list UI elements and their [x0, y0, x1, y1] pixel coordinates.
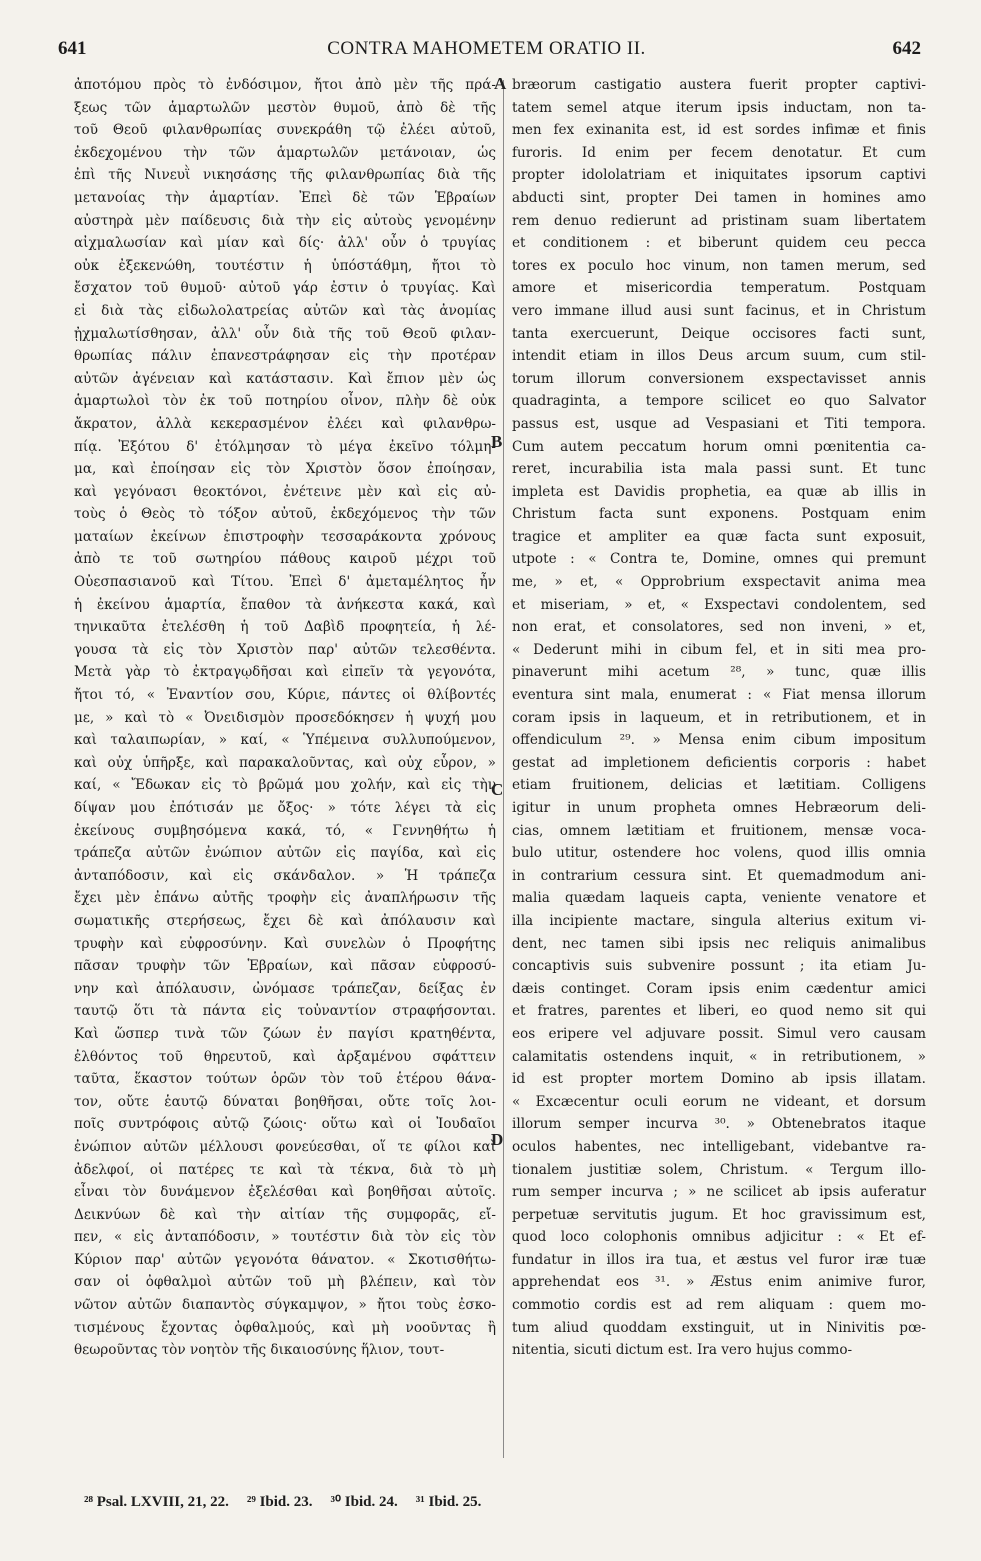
section-marker-d: D [491, 1130, 504, 1149]
latin-text-line: offendiculum ²⁹. » Mensa enim cibum impositum [512, 732, 926, 749]
greek-text-line: πίᾳ. Ἐξότου δ' ἐτόλμησαν τὸ μέγα ἐκεῖνο τόλμη- [74, 438, 496, 455]
latin-text-line: commotio cordis est ad rem aliquam : quem mo- [512, 1297, 926, 1314]
latin-text-line: bulo utitur, ostendere hoc volens, quod illis omnia [512, 845, 926, 862]
section-marker-b: B [491, 432, 503, 451]
greek-text-line: πεν, « εἰς ἀνταπόδοσιν, » τουτέστιν διὰ τὸν εἰς τὸν [74, 1229, 496, 1246]
greek-text-line: τράπεζα αὐτῶν ἐνώπιον αὐτῶν εἰς παγίδα, καὶ εἰς [74, 845, 496, 862]
greek-text-line: ποῖς συντρόφοις αὐτῷ ζώοις· οὕτω καὶ οἱ Ἰουδαῖοι [74, 1116, 496, 1133]
left-page-number: 641 [58, 38, 87, 59]
section-marker-c: C [491, 780, 504, 799]
latin-text-line: reret, incurabilia ista mala passi sunt. Et tunc [512, 461, 926, 478]
greek-text-line: εἶναι τὸν δυνάμενον ἐξελέσθαι καὶ βοηθῆσαι αὐτοῖς. [74, 1184, 496, 1201]
greek-text-line: ξεως τῶν ἁμαρτωλῶν μεστὸν θυμοῦ, ἀπὸ δὲ τῆς [74, 99, 496, 116]
greek-text-line: ἀδελφοί, οἱ πατέρες τε καὶ τὰ τέκνα, διὰ τὸ μὴ [74, 1161, 496, 1178]
greek-text-line: τον, οὔτε ἑαυτῷ δύναται βοηθῆσαι, οὔτε τοῖς λοι- [74, 1093, 496, 1110]
greek-text-line: σωματικῆς στερήσεως, ἔχει δὲ καὶ ἀπόλαυσιν καὶ [74, 912, 496, 929]
greek-text-line: νην καὶ ἀπόλαυσιν, ὠνόμασε τράπεζαν, δείξας ἐν [74, 980, 496, 997]
latin-text-line: torum illorum conversionem exspectavisset annis [512, 370, 926, 387]
greek-text-line: Καὶ ὥσπερ τινὰ τῶν ζώων ἐν παγίσι κρατηθέντα, [74, 1025, 496, 1042]
latin-text-line: Christum facta sunt exponens. Postquam enim [512, 506, 926, 523]
greek-text-line: ἐλθόντος τοῦ θηρευτοῦ, καὶ ἀρξαμένου σφάττειν [74, 1048, 496, 1065]
latin-text-line: quod loco colophonis omnibus adjicitur : « Et ef- [512, 1229, 926, 1246]
latin-text-line: nitentia, sicuti dictum est. Ira vero hujus commo- [512, 1342, 853, 1359]
latin-text-line: illorum semper incurva ³⁰. » Obtenebratos itaque [512, 1116, 926, 1133]
greek-text-line: τοῦ Θεοῦ φιλανθρωπίας συνεκράθη τῷ ἐλέει αὐτοῦ, [74, 122, 496, 139]
latin-text-line: id est propter mortem Domino ab ipsis illatam. [512, 1071, 926, 1088]
latin-text-line: intendit etiam in illos Deus arcum suum, cum stil- [512, 348, 926, 365]
latin-text-line: tionalem justitiæ solem, Christum. « Tergum illo- [512, 1161, 926, 1178]
latin-text-line: impleta est Davidis prophetia, ea quæ ab illis in [512, 483, 926, 500]
latin-text-line: tores ex poculo hoc vinum, non tamen merum, sed [512, 257, 926, 274]
greek-text-line: αὐστηρὰ μὲν παίδευσις διὰ τὴν εἰς αὐτοὺς γενομένην [74, 212, 496, 229]
greek-text-line: πᾶσαν τρυφὴν τῶν Ἑβραίων, καὶ πᾶσαν εὐφροσύ- [74, 958, 496, 975]
greek-text-line: ἤτοι τό, « Ἐναντίον σου, Κύριε, πάντες οἱ θλίβοντές [74, 687, 496, 704]
latin-text-line: et conditionem : et biberunt quidem ceu pecca [512, 235, 926, 252]
greek-text-line: τισμένους ἔχοντας ὀφθαλμούς, καὶ μὴ νοοῦντας ἢ [74, 1319, 496, 1336]
latin-text-line: calamitatis ostendens inquit, « in retributionem, » [512, 1048, 926, 1065]
greek-text-line: ματαίων ἐκείνων ἐπιστροφὴν τεσσαράκοντα χρόνους [74, 528, 496, 545]
page-header [52, 34, 921, 64]
greek-text-line: ἐνώπιον αὐτῶν μέλλουσι φονεύεσθαι, οἵ τε φίλοι καὶ [74, 1138, 496, 1155]
latin-text-line: tatem semel atque iterum ipsis inductam, non ta- [512, 99, 926, 116]
latin-text-line: perpetuæ servitutis jugum. Et hoc gravissimum est, [512, 1206, 926, 1223]
latin-text-line: quadraginta, a tempore scilicet eo quo Salvator [512, 393, 926, 410]
greek-text-line: ἀνταπόδοσιν, καὶ εἰς σκάνδαλον. » Ἡ τράπεζα [74, 867, 496, 884]
latin-text-line: rum semper incurva ; » ne scilicet ab ipsis auferatur [512, 1184, 926, 1201]
latin-text-line: passus est, usque ad Vespasiani et Titi tempora. [512, 415, 926, 432]
latin-text-line: furoris. Id enim per fecem denotatur. Et cum [512, 144, 926, 161]
latin-text-line: tum aliud quoddam exstinguit, ut in Ninivitis pœ- [512, 1319, 926, 1336]
greek-text-line: Οὐεσπασιανοῦ καὶ Τίτου. Ἐπεὶ δ' ἀμεταμέλητος ἦν [74, 574, 496, 591]
latin-text-line: rem denuo redierunt ad pristinam suam libertatem [512, 212, 926, 229]
latin-text-line: illa incipiente mactare, singula alterius exitum vi- [512, 912, 926, 929]
latin-text-line: apprehendat eos ³¹. » Æstus enim animive furor, [512, 1274, 926, 1291]
footnote: ³¹ Ibid. 25. [415, 1494, 482, 1510]
greek-text-line: ἡ ἐκείνου ἁμαρτία, ἔπαθον τὰ ἀνήκεστα κακά, καὶ [74, 596, 496, 613]
latin-text-line: coram ipsis in laqueum, et in retributionem, et in [512, 709, 926, 726]
latin-text-line: propter idololatriam et iniquitates ipsorum captivi [512, 167, 926, 184]
latin-text-line: oculos habentes, nec intelligebant, videbantve ra- [512, 1138, 926, 1155]
greek-text-line: καὶ γεγόνασι θεοκτόνοι, ἐνέτεινε μὲν καὶ εἰς αὐ- [74, 483, 496, 500]
latin-text-line: men fex exinanita est, id est sordes infimæ et finis [512, 122, 926, 139]
latin-text-line: Cum autem peccatum horum omni pœnitentia ca- [512, 438, 926, 455]
greek-text-line: Δεικνύων δὲ καὶ τὴν αἰτίαν τῆς συμφορᾶς, εἴ- [74, 1206, 496, 1223]
greek-text-line: ταυτῷ ὅτι τὰ πάντα εἰς τοὐναντίον στραφήσονται. [74, 1003, 496, 1020]
greek-text-line: ἔχει μὲν ἐπάνω αὐτῆς τροφὴν εἰς ἀναπλήρωσιν τῆς [74, 890, 496, 907]
latin-text-line: utpote : « Contra te, Domine, omnes qui premunt [512, 551, 926, 568]
greek-text-line: τοὺς ὁ Θεὸς τὸ τόξον αὐτοῦ, ἐκδεχόμενος τὴν τῶν [74, 506, 496, 523]
greek-text-line: μετανοίας τὴν ἁμαρτίαν. Ἐπεὶ δὲ τῶν Ἑβραίων [74, 189, 496, 206]
greek-text-line: τρυφὴν καὶ εὐφροσύνην. Καὶ συνελὼν ὁ Προφήτης [74, 935, 496, 952]
greek-text-line: ταῦτα, ἕκαστον τούτων ὁρῶν τὸν τοῦ ἑτέρου θάνα- [74, 1071, 496, 1088]
latin-text-line: concaptivis suis subvenire possunt ; ita etiam Ju- [512, 958, 926, 975]
latin-text-line: gestat ad impletionem deficientis corporis : habet [512, 754, 926, 771]
right-page-number: 642 [892, 38, 921, 59]
greek-text-line: ἄκρατον, ἀλλὰ κεκερασμένον ἐλέει καὶ φιλανθρω- [74, 415, 496, 432]
greek-text-line: θρωπίας πάλιν ἐπανεστράφησαν εἰς τὴν προτέραν [74, 348, 496, 365]
latin-text-line: vero immane illud ausi sunt facinus, et in Christum [512, 302, 926, 319]
greek-text-line: μα, καὶ ἐποίησαν εἰς τὸν Χριστὸν ὅσον ἐποίησαν, [74, 461, 496, 478]
latin-text-line: eos eripere vel adjuvare possit. Simul vero causam [512, 1025, 926, 1042]
greek-text-line: οὐκ ἐξεκενώθη, τουτέστιν ἡ ὑπόστάθμη, ἤτοι τὸ [74, 257, 496, 274]
latin-text-line: « Dederunt mihi in cibum fel, et in siti mea pro- [512, 641, 926, 658]
greek-text-line: ἔσχατον τοῦ θυμοῦ· αὐτοῦ γάρ ἐστιν ὁ τρυγίας. Καὶ [74, 280, 496, 297]
greek-text-column [74, 74, 496, 1474]
footnote: ³⁰ Ibid. 24. [330, 1494, 398, 1510]
latin-text-line: dent, nec tamen sibi ipsis nec reliquis animalibus [512, 935, 926, 952]
greek-text-line: Κύριον παρ' αὐτῶν γεγονότα θάνατον. « Σκοτισθήτω- [74, 1251, 496, 1268]
greek-text-line: εἰ διὰ τὰς εἰδωλολατρείας αὐτῶν καὶ τὰς ἀνομίας [74, 302, 496, 319]
latin-text-line: « Excæcentur oculi eorum ne videant, et dorsum [512, 1093, 926, 1110]
greek-text-line: γουσα τὰ εἰς τὸν Χριστὸν παρ' αὐτῶν τελεσθέντα. [74, 641, 496, 658]
greek-text-line: θεωροῦντας τὸν νοητὸν τῆς δικαιοσύνης ἥλιον, τουτ- [74, 1342, 445, 1359]
footnotes [84, 1492, 904, 1511]
footnote: ²⁸ Psal. LXVIII, 21, 22. [84, 1494, 229, 1510]
greek-text-line: ἐπὶ τῆς Νινευῒ νικησάσης τῆς φιλανθρωπίας διὰ τῆς [74, 167, 496, 184]
latin-text-line: igitur in unum propheta omnes Hebræorum deli- [512, 800, 926, 816]
latin-text-line: et miseriam, » et, « Exspectavi condolentem, sed [512, 596, 926, 613]
latin-text-line: me, » et, « Opprobrium exspectavit anima mea [512, 574, 926, 591]
section-marker-a: A [494, 74, 507, 93]
greek-text-line: νῶτον αὐτῶν διαπαντὸς σύγκαμψον, » ἤτοι τοὺς ἐσκο- [74, 1297, 496, 1314]
greek-text-line: ἀποτόμου πρὸς τὸ ἐνδόσιμον, ἤτοι ἀπὸ μὲν τῆς πρά- [74, 77, 496, 93]
latin-text-line: in contrarium cessura sint. Et quemadmodum ani- [512, 867, 926, 884]
greek-text-line: ἀπὸ τε τοῦ σωτηρίου πάθους καιροῦ μέχρι τοῦ [74, 551, 496, 568]
greek-text-line: καὶ οὐχ ὑπῆρξε, καὶ παρακαλοῦντας, καὶ οὐχ εὗρον, » [74, 754, 496, 771]
greek-text-line: ἐκδεχομένου τὴν τῶν ἁμαρτωλῶν μετάνοιαν, ὡς [74, 144, 496, 161]
greek-text-line: καί, « Ἔδωκαν εἰς τὸ βρῶμά μου χολήν, καὶ εἰς τὴν [74, 777, 496, 794]
latin-text-line: tanta exercuerunt, Deique occisores facti sunt, [512, 325, 926, 342]
column-divider [503, 80, 504, 1458]
greek-text-line: ᾐχμαλωτίσθησαν, ἀλλ' οὖν διὰ τῆς τοῦ Θεοῦ φιλαν- [74, 325, 496, 342]
greek-text-line: τηνικαῦτα ἐτελέσθη ἡ τοῦ Δαβὶδ προφητεία, ἡ λέ- [74, 619, 496, 636]
latin-text-line: dæis continget. Coram ipsis enim cædentur amici [512, 980, 926, 997]
latin-text-line: non erat, et consolatores, sed non inveni, » et, [512, 619, 926, 636]
latin-text-line: abducti sint, propter Dei tamen in homines amo [512, 189, 926, 206]
latin-text-line: bræorum castigatio austera fuerit propter captivi- [512, 77, 926, 93]
greek-text-line: σαν οἱ ὀφθαλμοὶ αὐτῶν τοῦ μὴ βλέπειν, καὶ τὸν [74, 1274, 496, 1291]
latin-text-line: fundatur in illos ira tua, et æstus vel furor iræ tuæ [512, 1251, 926, 1268]
greek-text-line: δίψαν μου ἐπότισάν με ὄξος· » τότε λέγει τὰ εἰς [74, 800, 496, 816]
greek-text-line: ἐκείνους συμβησόμενα κακά, τό, « Γεννηθήτω ἡ [74, 822, 496, 839]
greek-text-line: ἁμαρτωλοὶ τὸν ἐκ τοῦ ποτηρίου οἶνον, πλὴν δὲ οὐκ [74, 393, 496, 410]
latin-text-line: amore et misericordia temperatum. Postquam [512, 280, 926, 297]
greek-text-line: αἰχμαλωσίαν καὶ μίαν καὶ δίς· ἀλλ' οὖν ὁ τρυγίας [74, 235, 496, 252]
latin-text-line: etiam fruitionem, delicias et lætitiam. Colligens [512, 777, 926, 794]
latin-text-line: cias, omnem lætitiam et fruitionem, mensæ voca- [512, 822, 926, 839]
latin-text-line: malia quædam laqueis capta, veniente venatore et [512, 890, 926, 907]
latin-text-line: et fratres, parentes et liberi, eo quod nemo sit qui [512, 1003, 926, 1020]
greek-text-line: Μετὰ γὰρ τὸ ἐκτραγῳδῆσαι καὶ εἰπεῖν τὰ γεγονότα, [74, 664, 496, 681]
latin-text-line: pinaverunt mihi acetum ²⁸, » tunc, quæ illis [512, 664, 926, 681]
greek-text-line: καὶ ταλαιπωρίαν, » καί, « Ὑπέμεινα συλλυπούμενον, [74, 732, 496, 749]
latin-text-line: eventura sint mala, enumerat : « Fiat mensa illorum [512, 687, 926, 704]
footnote: ²⁹ Ibid. 23. [246, 1494, 313, 1510]
greek-text-line: αὐτῶν ἀγένειαν καὶ κατάστασιν. Καὶ ἔπιον μὲν ὡς [74, 370, 496, 387]
latin-text-line: tragice et ampliter ea quæ facta sunt exposuit, [512, 528, 926, 545]
latin-text-column [512, 74, 926, 1474]
running-title: CONTRA MAHOMETEM ORATIO II. [327, 38, 646, 59]
greek-text-line: με, » καὶ τὸ « Ὀνειδισμὸν προσεδόκησεν ἡ ψυχή μου [74, 709, 496, 726]
